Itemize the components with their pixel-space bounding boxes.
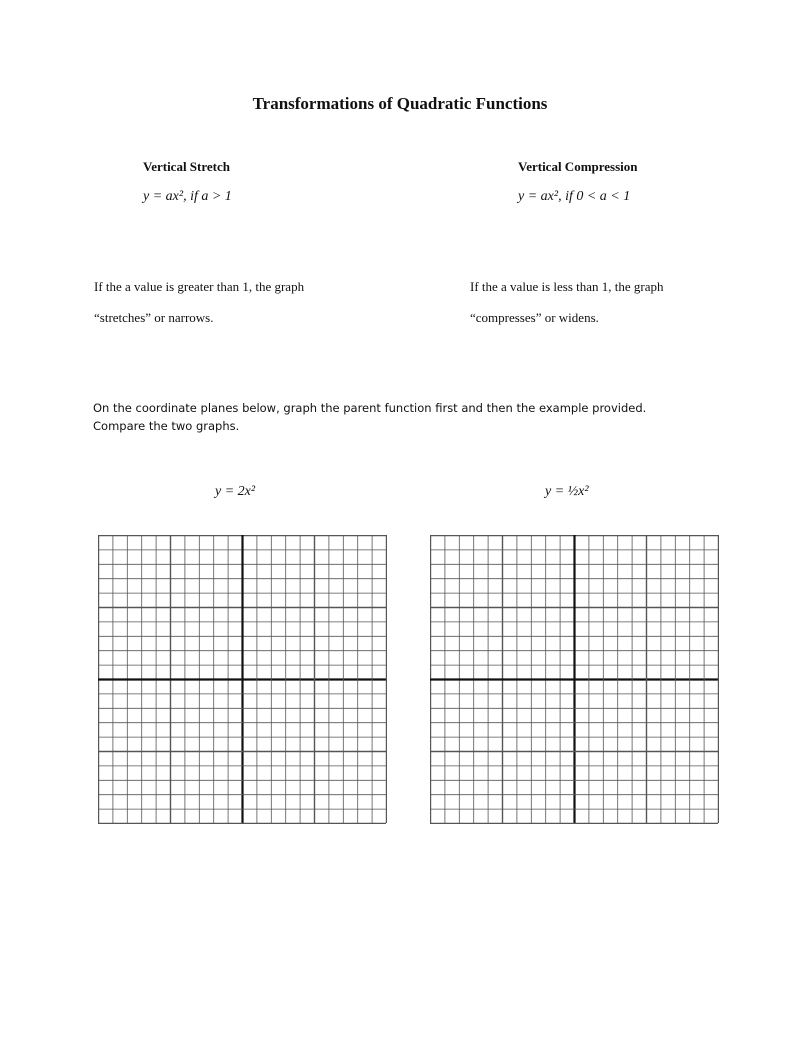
vertical-compression-heading: Vertical Compression (518, 159, 638, 174)
stretch-description-line1: If the a value is greater than 1, the graph (94, 279, 305, 294)
stretch-description-line2: “stretches” or narrows. (94, 310, 214, 325)
vertical-stretch-heading: Vertical Stretch (143, 159, 231, 174)
compression-description-line2: “compresses” or widens. (470, 310, 599, 325)
instructions-line2: Compare the two graphs. (93, 419, 240, 433)
example-right-equation: y = ½x² (545, 484, 589, 499)
example-left-equation: y = 2x² (215, 484, 256, 499)
compression-description-line1: If the a value is less than 1, the graph (470, 279, 664, 294)
vertical-compression-formula: y = ax², if 0 < a < 1 (518, 189, 631, 204)
vertical-stretch-formula: y = ax², if a > 1 (143, 189, 232, 204)
page-title: Transformations of Quadratic Functions (252, 94, 548, 113)
coordinate-plane-left[interactable] (98, 535, 387, 824)
instructions-line1: On the coordinate planes below, graph the parent function first and then the example provided. (93, 401, 647, 415)
coordinate-plane-right[interactable] (430, 535, 719, 824)
